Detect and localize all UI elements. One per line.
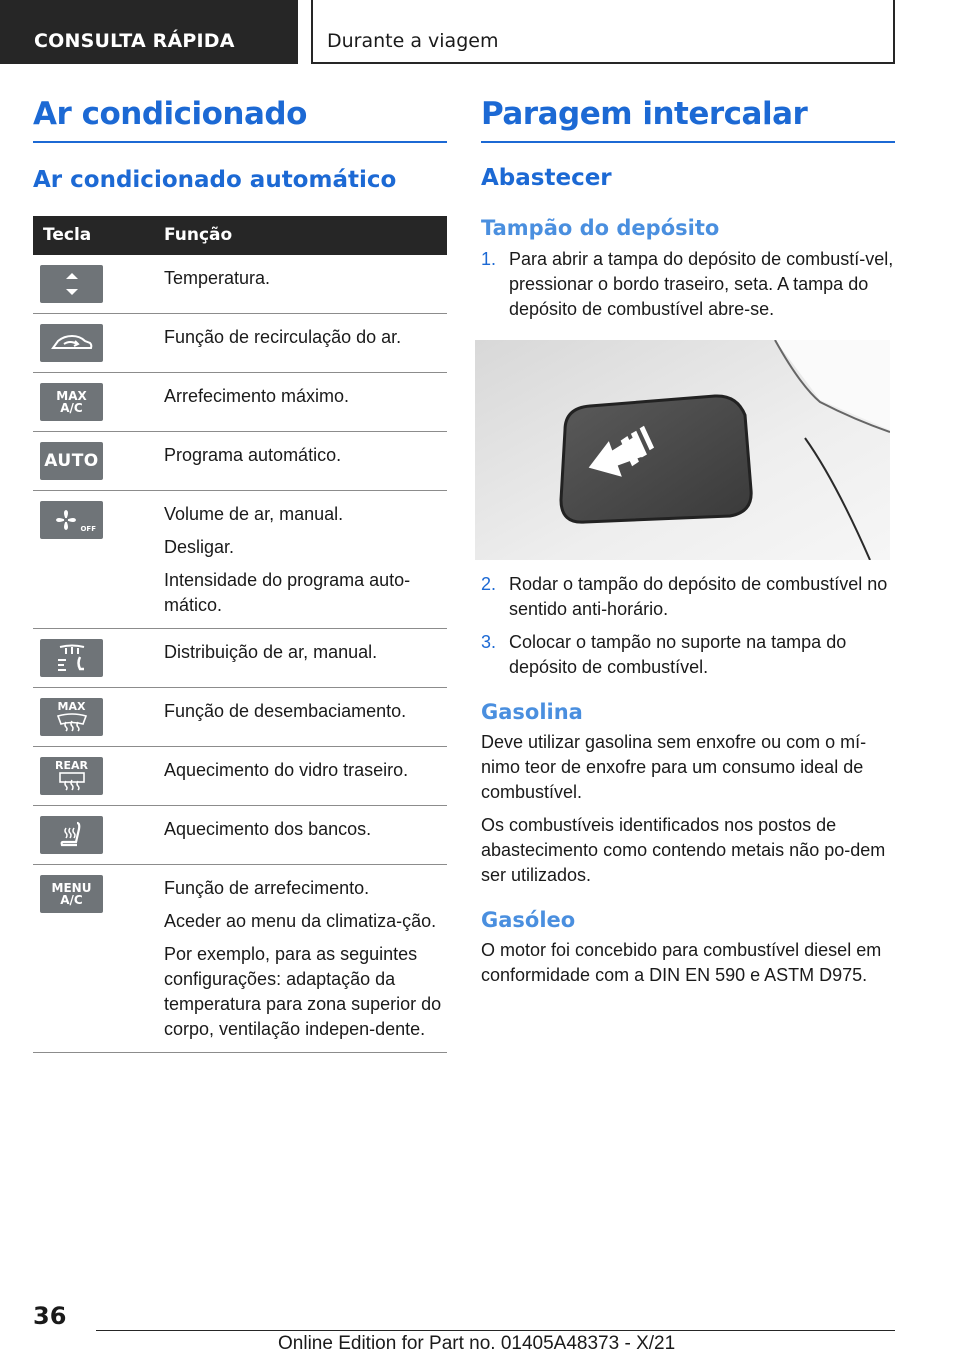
edition-note: Online Edition for Part no. 01405A48373 - X/21	[278, 1333, 676, 1354]
seat-heating-icon	[40, 816, 103, 854]
key-label: A/C	[60, 892, 83, 907]
key-label: AUTO	[44, 450, 99, 471]
temperature-arrows-icon	[40, 265, 103, 303]
col-header-key: Tecla	[43, 225, 92, 246]
gasoline-paragraph-2: Os combustíveis identificados nos postos de abastecimento como contendo metais não po-dem ser utilizados.	[481, 815, 886, 886]
list-item	[481, 630, 895, 680]
table-row	[33, 255, 447, 314]
key-label: MAX	[56, 388, 87, 403]
function-text: Por exemplo, para as seguintes configurações: adaptação da temperatura para zona superior do corpo, ventilação indepen-dente.	[164, 943, 442, 1039]
subsection-heading-diesel: Gasóleo	[481, 908, 576, 933]
function-text: Aquecimento do vidro traseiro.	[164, 759, 409, 780]
step-number: 3.	[481, 631, 497, 652]
subsection-heading-gasoline: Gasolina	[481, 699, 583, 724]
col-header-function: Função	[164, 225, 233, 246]
table-row	[33, 629, 447, 688]
list-item	[481, 572, 895, 622]
table-row	[33, 491, 447, 629]
menu-ac-icon	[40, 875, 103, 913]
step-text: Para abrir a tampa do depósito de combustí-vel, pressionar o bordo traseiro, seta. A tampa do depósito de combustível abre-se.	[509, 248, 894, 319]
chapter-tab: Durante a viagem	[311, 0, 895, 64]
table-header	[33, 216, 447, 255]
page-number: 36	[33, 1302, 67, 1330]
table-row	[33, 865, 447, 1053]
function-text: Função de desembaciamento.	[164, 700, 407, 721]
step-number: 2.	[481, 573, 497, 594]
section-tab: CONSULTA RÁPIDA	[0, 0, 298, 64]
function-text: Função de arrefecimento.	[164, 877, 370, 898]
key-label: A/C	[60, 400, 83, 415]
table-row	[33, 314, 447, 373]
function-text: Intensidade do programa auto-mático.	[164, 569, 411, 615]
step-text: Colocar o tampão no suporte na tampa do depósito de combustível.	[509, 631, 847, 677]
function-text: Função de recirculação do ar.	[164, 326, 402, 347]
fuel-flap-photo	[475, 340, 890, 560]
step-number: 1.	[481, 248, 497, 269]
page-title-left: Ar condicionado	[33, 96, 447, 143]
table-row	[33, 806, 447, 865]
key-label: MENU	[51, 880, 92, 895]
fan-off-icon	[40, 501, 103, 539]
table-row	[33, 688, 447, 747]
function-text: Programa automático.	[164, 444, 342, 465]
air-recirculation-icon	[40, 324, 103, 362]
auto-icon	[40, 442, 103, 480]
function-text: Desligar.	[164, 536, 235, 557]
max-ac-icon	[40, 383, 103, 421]
function-text: Arrefecimento máximo.	[164, 385, 350, 406]
diesel-paragraph: O motor foi concebido para combustível diesel em conformidade com a DIN EN 590 e ASTM D975.	[481, 940, 882, 986]
page-title-right: Paragem intercalar	[481, 96, 895, 143]
fuel-cap-steps-continued	[481, 572, 895, 680]
function-text: Aquecimento dos bancos.	[164, 818, 372, 839]
footer-divider	[96, 1330, 895, 1331]
table-row	[33, 373, 447, 432]
right-column	[481, 96, 895, 988]
max-defrost-icon	[40, 698, 103, 736]
controls-table	[33, 216, 447, 1053]
key-label: OFF	[80, 524, 96, 533]
key-label: MAX	[57, 700, 86, 714]
list-item	[481, 247, 895, 322]
table-row	[33, 747, 447, 806]
function-text: Aceder ao menu da climatiza-ção.	[164, 910, 437, 931]
function-text: Temperatura.	[164, 267, 271, 288]
function-text: Distribuição de ar, manual.	[164, 641, 378, 662]
fuel-cap-steps	[481, 247, 895, 322]
section-heading-refuel: Abastecer	[481, 165, 612, 192]
subsection-heading-fuel-cap: Tampão do depósito	[481, 215, 720, 240]
section-heading-auto-ac: Ar condicionado automático	[33, 167, 397, 194]
step-text: Rodar o tampão do depósito de combustível no sentido anti-horário.	[509, 573, 888, 619]
key-label: REAR	[55, 759, 88, 773]
left-column	[33, 96, 447, 1053]
rear-defrost-icon	[40, 757, 103, 795]
air-distribution-icon	[40, 639, 103, 677]
table-row	[33, 432, 447, 491]
function-text: Volume de ar, manual.	[164, 503, 344, 524]
gasoline-paragraph-1: Deve utilizar gasolina sem enxofre ou com o mí-nimo teor de enxofre para um consumo ideal de combustível.	[481, 732, 867, 803]
